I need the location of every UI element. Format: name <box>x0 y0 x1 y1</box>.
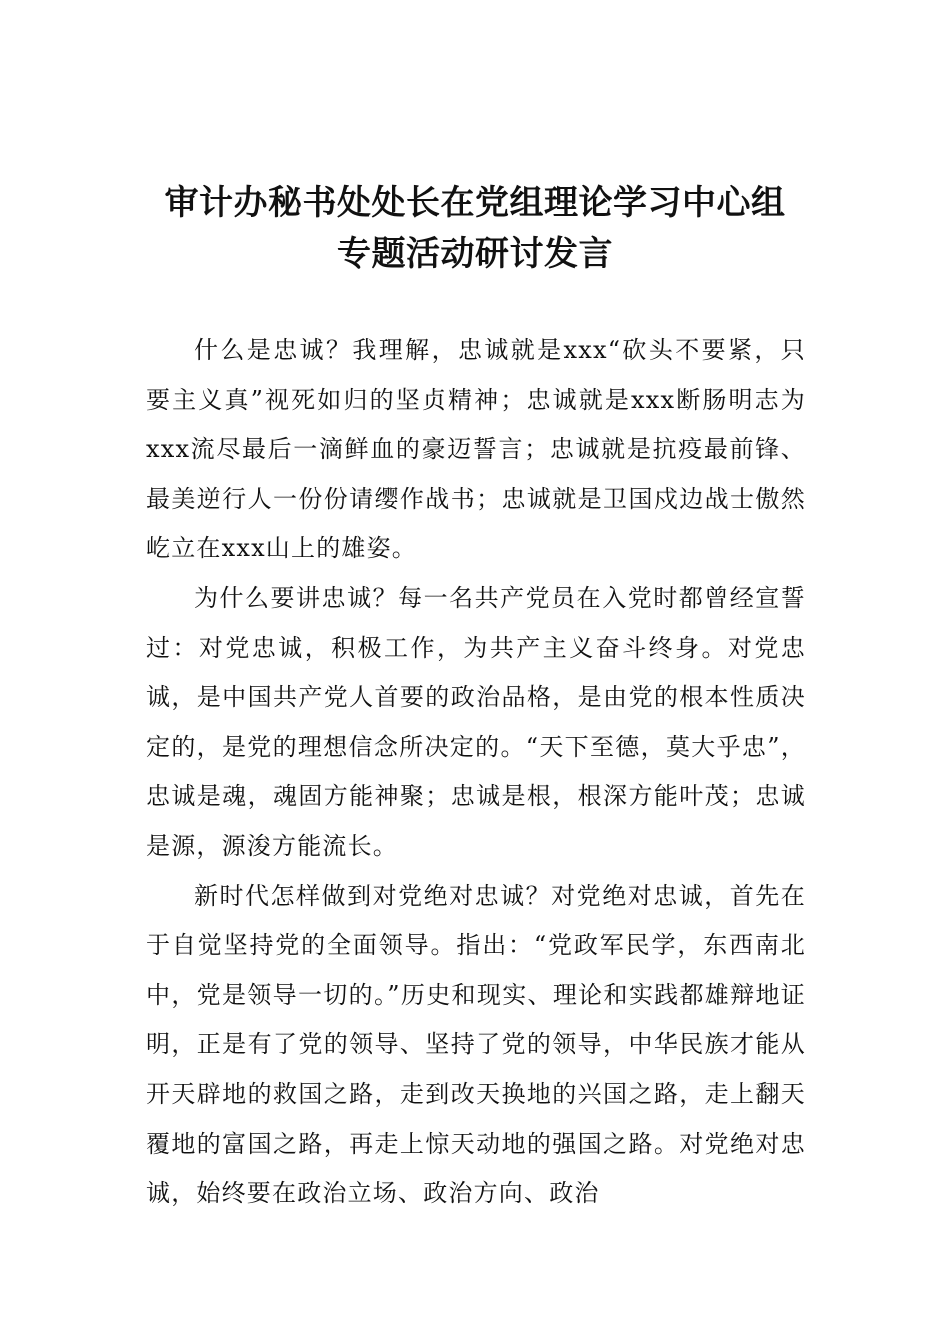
paragraph-1: 什么是忠诚？我理解，忠诚就是xxx“砍头不要紧，只要主义真”视死如归的坚贞精神；忠诚就是xxx断肠明志为xxx流尽最后一滴鲜血的豪迈誓言；忠诚就是抗疫最前锋、最美逆行人一份份请缨作战书；忠诚就是卫国戍边战士傲然屹立在xxx山上的雄姿。 <box>146 336 806 563</box>
document-title <box>140 178 810 280</box>
paragraph-3: 新时代怎样做到对党绝对忠诚？对党绝对忠诚，首先在于自觉坚持党的全面领导。指出：“党政军民学，东西南北中，党是领导一切的。”历史和现实、理论和实践都雄辩地证明，正是有了党的领导、坚持了党的领导，中华民族才能从开天辟地的救国之路，走到改天换地的兴国之路，走上翻天覆地的富国之路，再走上惊天动地的强国之路。对党绝对忠诚，始终要在政治立场、政治方向、政治 <box>146 881 806 1208</box>
title-line-2: 专题活动研讨发言 <box>337 234 613 274</box>
title-line-1: 审计办秘书处处长在党组理论学习中心组 <box>164 183 786 223</box>
paragraph-2: 为什么要讲忠诚？每一名共产党员在入党时都曾经宣誓过：对党忠诚，积极工作，为共产主义奋斗终身。对党忠诚，是中国共产党人首要的政治品格，是由党的根本性质决定的，是党的理想信念所决定的。“天下至德，莫大乎忠”，忠诚是魂，魂固方能神聚；忠诚是根，根深方能叶茂；忠诚是源，源浚方能流长。 <box>146 583 806 860</box>
document-body <box>146 326 806 1219</box>
